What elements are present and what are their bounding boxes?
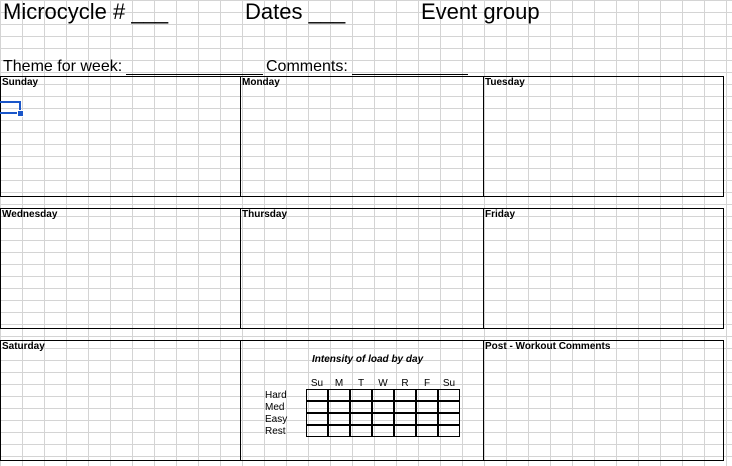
- intensity-cell[interactable]: [328, 425, 350, 437]
- intensity-cell[interactable]: [306, 425, 328, 437]
- comments-label: Comments:: [266, 58, 348, 75]
- sunday-box[interactable]: [0, 76, 241, 197]
- intensity-cell[interactable]: [306, 413, 328, 425]
- intensity-cell[interactable]: [372, 389, 394, 401]
- row-label-rest: Rest: [265, 426, 286, 437]
- saturday-label: Saturday: [2, 341, 45, 352]
- tuesday-box[interactable]: [483, 76, 724, 197]
- intensity-cell[interactable]: [328, 413, 350, 425]
- intensity-cell[interactable]: [394, 425, 416, 437]
- microcycle-title: Microcycle # ___: [3, 0, 169, 24]
- post-workout-label: Post - Workout Comments: [485, 341, 611, 352]
- friday-box[interactable]: [483, 208, 724, 329]
- intensity-cell[interactable]: [350, 413, 372, 425]
- intensity-cell[interactable]: [350, 389, 372, 401]
- intensity-cell[interactable]: [438, 401, 460, 413]
- thursday-box[interactable]: [240, 208, 484, 329]
- post-workout-box[interactable]: [483, 340, 724, 461]
- row-label-easy: Easy: [265, 414, 288, 425]
- intensity-cell[interactable]: [350, 425, 372, 437]
- intensity-cell[interactable]: [372, 401, 394, 413]
- intensity-cell[interactable]: [306, 389, 328, 401]
- comments-blank[interactable]: [352, 59, 468, 75]
- col-header-w: W: [378, 378, 388, 389]
- intensity-cell[interactable]: [416, 413, 438, 425]
- event-group-title: Event group: [421, 0, 540, 24]
- intensity-cell[interactable]: [416, 425, 438, 437]
- col-header-su-2: Su: [442, 378, 456, 389]
- intensity-cell[interactable]: [372, 425, 394, 437]
- intensity-cell[interactable]: [438, 425, 460, 437]
- intensity-cell[interactable]: [438, 389, 460, 401]
- wednesday-box[interactable]: [0, 208, 241, 329]
- col-header-t: T: [357, 378, 365, 389]
- fill-handle[interactable]: [17, 110, 24, 117]
- col-header-m: M: [334, 378, 344, 389]
- intensity-cell[interactable]: [394, 413, 416, 425]
- col-header-r: R: [401, 378, 409, 389]
- intensity-cell[interactable]: [372, 413, 394, 425]
- row-label-med: Med: [265, 402, 285, 413]
- col-header-su-1: Su: [310, 378, 324, 389]
- friday-label: Friday: [485, 209, 516, 220]
- dates-title: Dates ___: [245, 0, 346, 24]
- wednesday-label: Wednesday: [2, 209, 58, 220]
- intensity-cell[interactable]: [416, 389, 438, 401]
- intensity-cell[interactable]: [350, 401, 372, 413]
- col-header-f: F: [423, 378, 431, 389]
- intensity-cell[interactable]: [394, 401, 416, 413]
- intensity-title: Intensity of load by day: [312, 354, 424, 365]
- intensity-cell[interactable]: [306, 401, 328, 413]
- intensity-cell[interactable]: [438, 413, 460, 425]
- intensity-cell[interactable]: [328, 401, 350, 413]
- monday-label: Monday: [242, 77, 280, 88]
- monday-box[interactable]: [240, 76, 484, 197]
- saturday-box[interactable]: [0, 340, 241, 461]
- theme-label: Theme for week:: [3, 58, 123, 75]
- intensity-cell[interactable]: [394, 389, 416, 401]
- sunday-label: Sunday: [2, 77, 39, 88]
- row-label-hard: Hard: [265, 390, 287, 401]
- thursday-label: Thursday: [242, 209, 288, 220]
- theme-blank[interactable]: [126, 59, 263, 75]
- tuesday-label: Tuesday: [485, 77, 525, 88]
- intensity-cell[interactable]: [328, 389, 350, 401]
- intensity-cell[interactable]: [416, 401, 438, 413]
